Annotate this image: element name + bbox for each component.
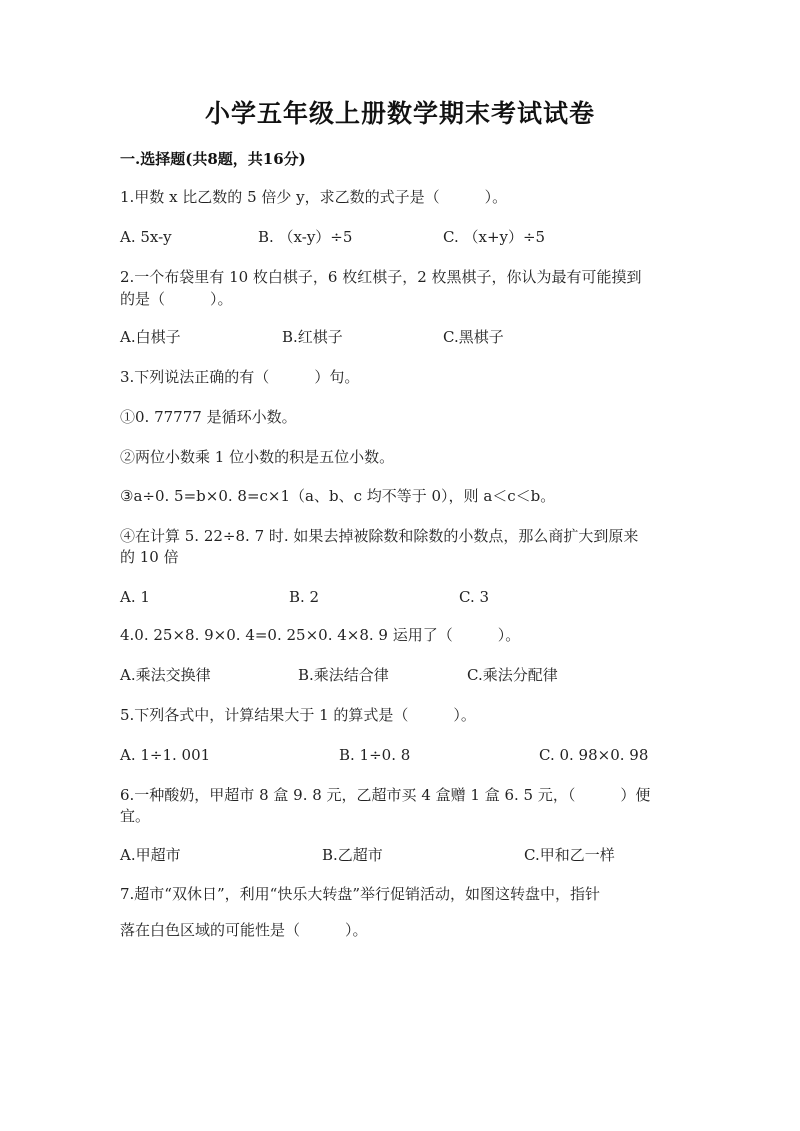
question-2-stem-line-1: 2.一个布袋里有 10 枚白棋子，6 枚红棋子，2 枚黑棋子，你认为最有可能摸到 [120, 268, 642, 286]
question-5-option-b: B. 1÷0. 8 [339, 746, 411, 764]
question-5-option-a: A. 1÷1. 001 [120, 746, 211, 764]
question-4-stem: 4.0. 25×8. 9×0. 4=0. 25×0. 4×8. 9 运用了（ ）。 [120, 626, 521, 644]
section-heading: 一.选择题(共8题，共16分) [120, 150, 306, 168]
question-4-option-a: A.乘法交换律 [120, 666, 211, 684]
question-2-option-a: A.白棋子 [120, 328, 181, 346]
question-3-statement-3: ③a÷0. 5=b×0. 8=c×1（a、b、c 均不等于 0），则 a＜c＜b。 [120, 487, 556, 505]
question-3-option-b: B. 2 [289, 588, 320, 606]
question-2-option-c: C.黑棋子 [443, 328, 504, 346]
question-3-stem: 3.下列说法正确的有（ ）句。 [120, 368, 360, 386]
question-4-option-c: C.乘法分配律 [467, 666, 558, 684]
question-6-stem-line-2: 宜。 [120, 807, 151, 825]
question-1-option-a: A. 5x-y [120, 228, 172, 246]
question-1-stem: 1.甲数 x 比乙数的 5 倍少 y，求乙数的式子是（ ）。 [120, 188, 508, 206]
exam-title: 小学五年级上册数学期末考试试卷 [204, 99, 595, 128]
question-1-option-c: C. （x+y）÷5 [443, 228, 546, 246]
question-3-statement-2: ②两位小数乘 1 位小数的积是五位小数。 [120, 448, 395, 466]
question-3-statement-1: ①0. 77777 是循环小数。 [120, 408, 297, 426]
question-6-stem-line-1: 6.一种酸奶，甲超市 8 盒 9. 8 元，乙超市买 4 盒赠 1 盒 6. 5 元，（ ）便 [120, 786, 651, 804]
question-3-statement-4-line-2: 的 10 倍 [120, 548, 179, 566]
question-3-statement-4-line-1: ④在计算 5. 22÷8. 7 时. 如果去掉被除数和除数的小数点，那么商扩大到原来 [120, 527, 639, 545]
question-3-option-a: A. 1 [120, 588, 150, 606]
question-1-option-b: B. （x-y）÷5 [258, 228, 353, 246]
question-7-stem-line-2: 落在白色区域的可能性是（ ）。 [120, 921, 368, 939]
question-7-stem-line-1: 7.超市“双休日”，利用“快乐大转盘”举行促销活动，如图这转盘中，指针 [120, 885, 600, 903]
question-5-option-c: C. 0. 98×0. 98 [539, 746, 649, 764]
question-6-option-c: C.甲和乙一样 [524, 846, 615, 864]
question-6-option-b: B.乙超市 [322, 846, 383, 864]
question-2-option-b: B.红棋子 [282, 328, 343, 346]
question-3-option-c: C. 3 [459, 588, 490, 606]
question-4-option-b: B.乘法结合律 [298, 666, 389, 684]
question-2-stem-line-2: 的是（ ）。 [120, 290, 233, 308]
question-5-stem: 5.下列各式中，计算结果大于 1 的算式是（ ）。 [120, 706, 476, 724]
question-6-option-a: A.甲超市 [120, 846, 181, 864]
